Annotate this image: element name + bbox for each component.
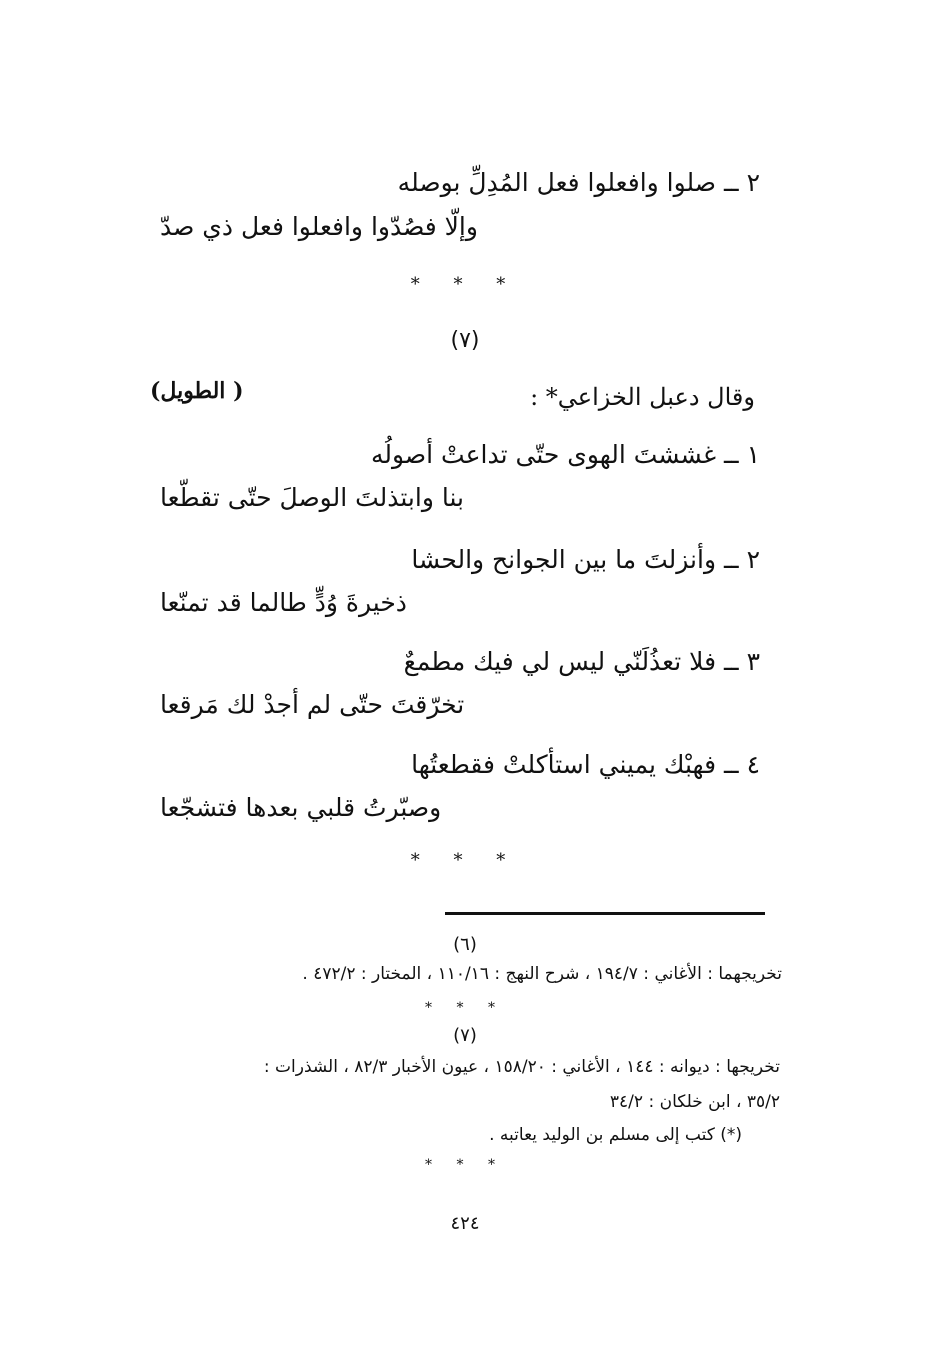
verse-first-hemistich: ٢ ــ صلوا وافعلوا فعل المُدِلِّ بوصله: [397, 168, 760, 197]
verse-second-hemistich: تخرّقتَ حتّى لم أجدْ لك مَرقعا: [160, 690, 465, 719]
verse-first-hemistich: ٣ ــ فلا تعذُلَنّي ليس لي فيك مطمعٌ: [403, 647, 760, 676]
verse-second-hemistich: ذخيرةَ وُدٍّ طالما قد تمنّعا: [160, 588, 407, 617]
verse-first-hemistich: ٤ ــ فهبْك يميني استأكلتْ فقطعتُها: [411, 750, 760, 779]
footnote-number: (٧): [453, 1025, 477, 1046]
section-separator: * * *: [410, 274, 520, 295]
verse-second-hemistich: وصبّرتُ قلبي بعدها فتشجّعا: [160, 793, 442, 822]
section-separator: * * *: [410, 850, 520, 871]
footnote-text: تخريجهما : الأغاني : ١٩٤/٧ ، شرح النهج : ١١٠/١٦ ، المختار : ٤٧٢/٢ .: [302, 964, 782, 984]
verse-second-hemistich: بنا وابتذلتَ الوصلَ حتّى تقطّعا: [160, 483, 464, 512]
footnote-text: ٣٥/٢ ، ابن خلكان : ٣٤/٢: [609, 1092, 780, 1112]
footnote-divider: [445, 912, 765, 915]
footnote-separator: * * *: [425, 1000, 505, 1016]
footnote-note: (*) كتب إلى مسلم بن الوليد يعاتبه .: [489, 1125, 742, 1145]
verse-second-hemistich: وإلّا فصُدّوا وافعلوا فعل ذي صدّ: [160, 212, 478, 241]
poem-intro: وقال دعبل الخزاعي* :: [530, 383, 755, 411]
verse-first-hemistich: ١ ــ غششتَ الهوى حتّى تداعتْ أصولُه: [371, 440, 760, 469]
verse-first-hemistich: ٢ ــ وأنزلتَ ما بين الجوانح والحشا: [411, 545, 760, 574]
footnote-number: (٦): [453, 934, 477, 955]
poem-meter: ( الطويل): [150, 378, 244, 404]
footnote-separator: * * *: [425, 1157, 505, 1173]
section-number: (٧): [450, 328, 480, 353]
page-number: ٤٢٤: [450, 1213, 480, 1234]
footnote-text: تخريجها : ديوانه : ١٤٤ ، الأغاني : ١٥٨/٢٠ ، عيون الأخبار ٨٢/٣ ، الشذرات :: [263, 1057, 780, 1077]
